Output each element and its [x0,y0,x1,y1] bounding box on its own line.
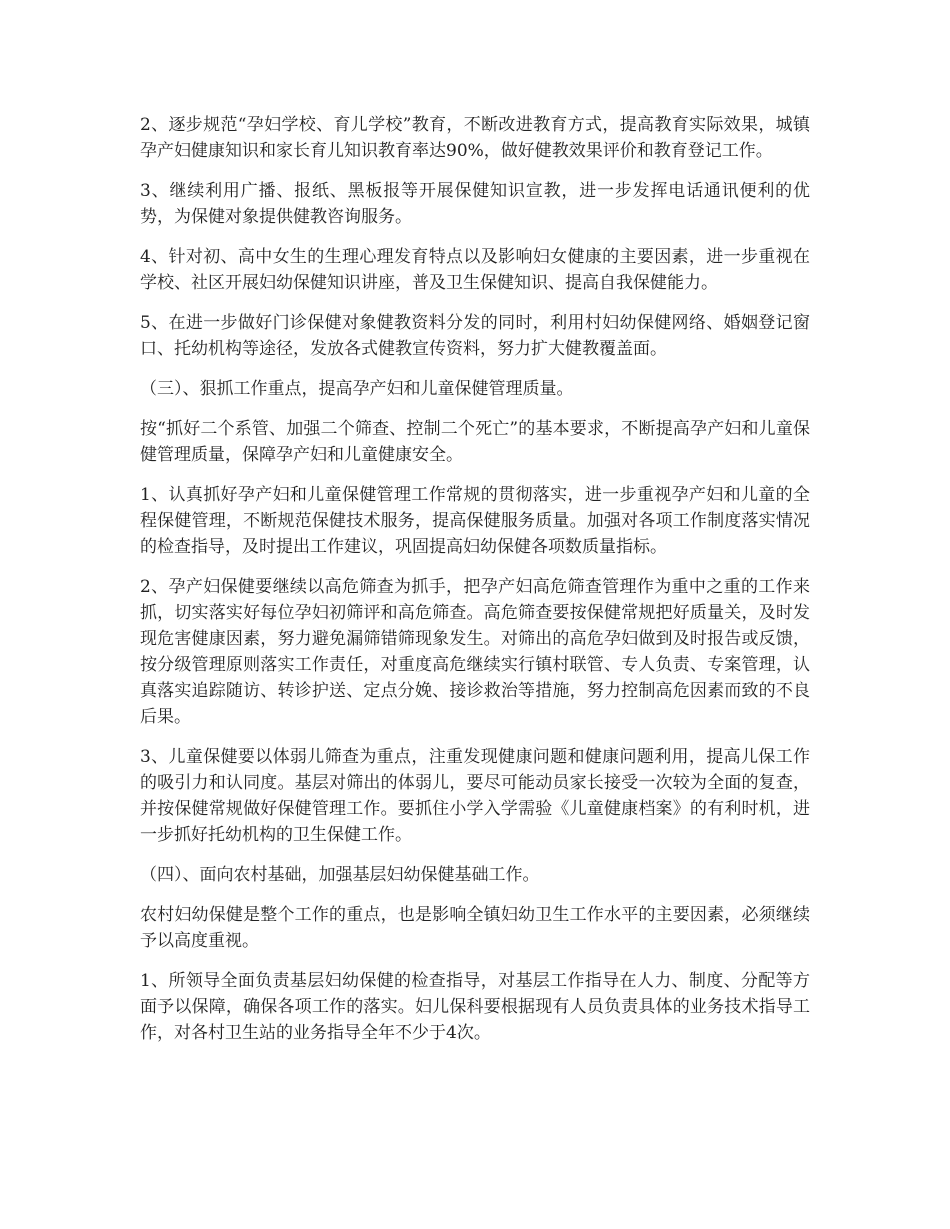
paragraph-2: 3、继续利用广播、报纸、黑板报等开展保健知识宣教，进一步发挥电话通讯便利的优势，为保健对象提供健教咨询服务。 [140,181,810,227]
paragraph-11: 农村妇幼保健是整个工作的重点，也是影响全镇妇幼卫生工作水平的主要因素，必须继续予以高度重视。 [140,905,810,951]
document-body [140,112,810,1060]
paragraph-1: 2、逐步规范“孕妇学校、育儿学校”教育，不断改进教育方式，提高教育实际效果，城镇孕产妇健康知识和家长育儿知识教育率达90%，做好健教效果评价和教育登记工作。 [140,115,810,161]
paragraph-4: 5、在进一步做好门诊保健对象健教资料分发的同时，利用村妇幼保健网络、婚姻登记窗口、托幼机构等途径，发放各式健教宣传资料，努力扩大健教覆盖面。 [140,313,810,359]
section-heading-4: （四）、面向农村基础，加强基层妇幼保健基础工作。 [140,865,540,885]
paragraph-6: 按“抓好二个系管、加强二个筛查、控制二个死亡”的基本要求，不断提高孕产妇和儿童保健管理质量，保障孕产妇和儿童健康安全。 [140,419,810,465]
paragraph-8: 2、孕产妇保健要继续以高危筛查为抓手，把孕产妇高危筛查管理作为重中之重的工作来抓，切实落实好每位孕妇初筛评和高危筛查。高危筛查要按保健常规把好质量关，及时发现危害健康因素，努力避免漏筛错筛现象发生。对筛出的高危孕妇做到及时报告或反馈，按分级管理原则落实工作责任，对重度高危继续实行镇村联管、专人负责、专案管理，认真落实追踪随访、转诊护送、定点分娩、接诊救治等措施，努力控制高危因素而致的不良后果。 [140,577,810,727]
section-heading-3: （三）、狠抓工作重点，提高孕产妇和儿童保健管理质量。 [140,379,574,399]
paragraph-7: 1、认真抓好孕产妇和儿童保健管理工作常规的贯彻落实，进一步重视孕产妇和儿童的全程保健管理，不断规范保健技术服务，提高保健服务质量。加强对各项工作制度落实情况的检查指导，及时提出工作建议，巩固提高妇幼保健各项数质量指标。 [140,485,810,557]
paragraph-12: 1、所领导全面负责基层妇幼保健的检查指导，对基层工作指导在人力、制度、分配等方面予以保障，确保各项工作的落实。妇儿保科要根据现有人员负责具体的业务技术指导工作，对各村卫生站的业务指导全年不少于4次。 [140,971,810,1043]
paragraph-9: 3、儿童保健要以体弱儿筛查为重点，注重发现健康问题和健康问题利用，提高儿保工作的吸引力和认同度。基层对筛出的体弱儿，要尽可能动员家长接受一次较为全面的复查，并按保健常规做好保健管理工作。要抓住小学入学需验《儿童健康档案》的有利时机，进一步抓好托幼机构的卫生保健工作。 [140,747,810,845]
paragraph-3: 4、针对初、高中女生的生理心理发育特点以及影响妇女健康的主要因素，进一步重视在学校、社区开展妇幼保健知识讲座，普及卫生保健知识、提高自我保健能力。 [140,247,810,293]
